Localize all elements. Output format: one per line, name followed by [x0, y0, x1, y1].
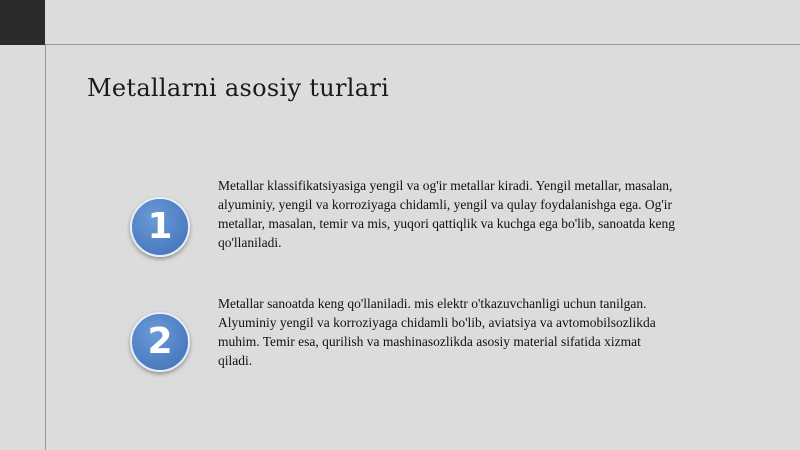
item-text-2: Metallar sanoatda keng qo'llaniladi. mis elektr o'tkazuvchanligi uchun tanilgan. Alyuminiy yengil va korroziyaga chidamli bo'lib, aviatsiya va avtomobilsozlikda muhim. Temir esa, qurilish va mashinasozlikda asosiy material sifatida xizmat qiladi.	[218, 296, 656, 368]
left-divider	[45, 45, 46, 450]
number-badge-2: 2	[130, 312, 190, 372]
item-text-1: Metallar klassifikatsiyasiga yengil va og'ir metallar kiradi. Yengil metallar, masalan, alyuminiy, yengil va korroziyaga chidamli, yengil va qulay foydalanishga ega. Og'ir metallar, masalan, temir va mis, yuqori qattiqlik va kuchga ega bo'lib, sanoatda keng qo'llaniladi.	[218, 178, 676, 250]
number-badge-1: 1	[130, 197, 190, 257]
slide-title: Metallarni asosiy turlari	[87, 74, 390, 102]
corner-decoration	[0, 0, 45, 45]
top-divider	[45, 44, 800, 45]
